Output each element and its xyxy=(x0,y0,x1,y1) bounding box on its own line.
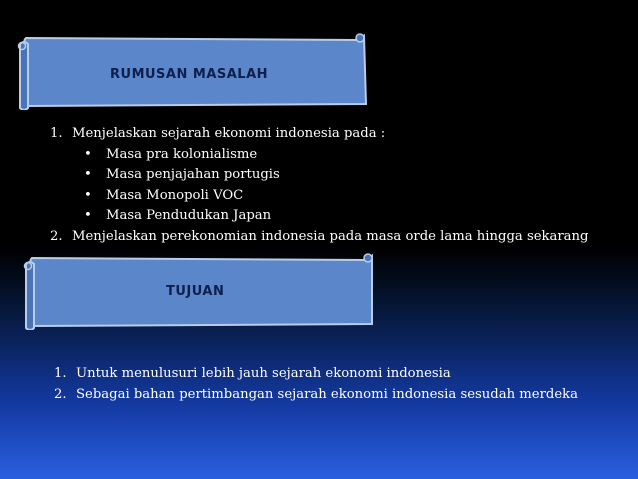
item-text: Untuk menulusuri lebih jauh sejarah ekonomi indonesia xyxy=(76,366,451,381)
item-number: 2. xyxy=(54,386,67,402)
bullet-icon: • xyxy=(84,208,92,223)
bullet-icon: • xyxy=(84,187,92,203)
item-number: 1. xyxy=(54,366,67,381)
banner-title: RUMUSAN MASALAH xyxy=(110,67,269,82)
item-text: Menjelaskan sejarah ekonomi indonesia pada : xyxy=(72,126,386,141)
item-text: Menjelaskan perekonomian indonesia pada masa orde lama hingga sekarang xyxy=(72,228,589,244)
item-text: Masa Pendudukan Japan xyxy=(106,208,272,223)
item-number: 2. xyxy=(50,228,63,244)
item-text: Masa pra kolonialisme xyxy=(106,146,258,162)
bullet-icon: • xyxy=(84,167,92,182)
item-text: Sebagai bahan pertimbangan sejarah ekonomi indonesia sesudah merdeka xyxy=(76,386,578,402)
item-text: Masa penjajahan portugis xyxy=(106,167,280,182)
item-text: Masa Monopoli VOC xyxy=(106,187,244,203)
bullet-icon: • xyxy=(84,146,92,162)
item-number: 1. xyxy=(50,126,63,141)
banner-tujuan xyxy=(18,250,378,330)
banner-rumusan-masalah xyxy=(12,30,370,110)
banner-title: TUJUAN xyxy=(166,284,225,299)
